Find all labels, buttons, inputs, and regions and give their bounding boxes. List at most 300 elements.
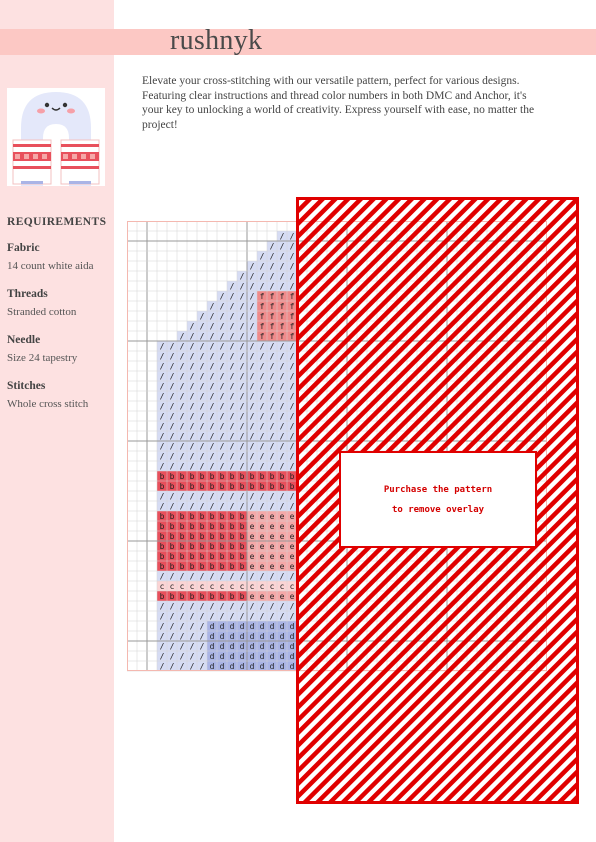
stitch-symbol: / bbox=[249, 342, 255, 351]
stitch-symbol: b bbox=[169, 542, 175, 551]
stitch-symbol: / bbox=[259, 272, 265, 281]
stitch-symbol: / bbox=[179, 452, 185, 461]
stitch-symbol: / bbox=[279, 262, 285, 271]
stitch-symbol: f bbox=[269, 332, 275, 341]
threads-label: Threads bbox=[7, 288, 48, 300]
stitch-symbol: / bbox=[179, 362, 185, 371]
stitch-symbol: / bbox=[209, 312, 215, 321]
stitch-symbol: b bbox=[229, 522, 235, 531]
stitch-symbol: e bbox=[269, 522, 275, 531]
requirements-panel bbox=[7, 216, 111, 426]
stitch-symbol: / bbox=[229, 322, 235, 331]
stitch-symbol: / bbox=[159, 502, 165, 511]
stitch-symbol: / bbox=[179, 622, 185, 631]
stitch-symbol: e bbox=[289, 512, 295, 521]
stitch-symbol: / bbox=[189, 612, 195, 621]
stitch-symbol: / bbox=[249, 382, 255, 391]
stitch-symbol: / bbox=[269, 282, 275, 291]
stitch-symbol: / bbox=[209, 422, 215, 431]
stitch-symbol: / bbox=[179, 642, 185, 651]
stitch-symbol: / bbox=[239, 292, 245, 301]
stitch-symbol: / bbox=[259, 252, 265, 261]
pattern-description: Elevate your cross-stitching with our versatile pattern, perfect for various designs. Featuring clear instructions and thread color numbers in both DMC and Anchor, it's your key to unlocking a world of creativity. Express yourself with ease, no matter the project! bbox=[142, 75, 535, 131]
stitch-symbol: / bbox=[269, 492, 275, 501]
stitch-symbol: / bbox=[209, 322, 215, 331]
stitch-symbol: b bbox=[219, 532, 225, 541]
stitch-symbol: b bbox=[179, 482, 185, 491]
stitch-symbol: b bbox=[189, 592, 195, 601]
stitch-symbol: b bbox=[229, 482, 235, 491]
stitch-symbol: / bbox=[179, 662, 185, 671]
stitch-symbol: / bbox=[199, 412, 205, 421]
stitch-symbol: / bbox=[259, 612, 265, 621]
stitch-symbol: d bbox=[229, 642, 235, 651]
stitch-symbol: e bbox=[259, 552, 265, 561]
stitch-symbol: / bbox=[229, 292, 235, 301]
stitch-symbol: / bbox=[279, 502, 285, 511]
stitch-symbol: d bbox=[209, 642, 215, 651]
stitch-symbol: / bbox=[189, 372, 195, 381]
stitch-symbol: / bbox=[159, 402, 165, 411]
stitch-symbol: / bbox=[229, 402, 235, 411]
stitch-symbol: / bbox=[229, 352, 235, 361]
stitch-symbol: / bbox=[239, 612, 245, 621]
stitch-symbol: / bbox=[269, 382, 275, 391]
stitch-symbol: / bbox=[189, 652, 195, 661]
stitch-symbol: b bbox=[199, 562, 205, 571]
stitch-symbol: / bbox=[199, 662, 205, 671]
stitch-symbol: / bbox=[219, 322, 225, 331]
stitch-symbol: / bbox=[229, 362, 235, 371]
stitch-symbol: b bbox=[219, 482, 225, 491]
stitch-symbol: b bbox=[269, 482, 275, 491]
stitch-symbol: b bbox=[229, 562, 235, 571]
stitch-symbol: / bbox=[209, 392, 215, 401]
stitch-symbol: / bbox=[259, 602, 265, 611]
stitch-symbol: / bbox=[269, 442, 275, 451]
stitch-symbol: / bbox=[289, 242, 295, 251]
stitch-symbol: b bbox=[229, 592, 235, 601]
stitch-symbol: / bbox=[289, 392, 295, 401]
stitch-symbol: d bbox=[269, 662, 275, 671]
stitch-symbol: / bbox=[199, 392, 205, 401]
stitch-symbol: / bbox=[219, 372, 225, 381]
stitch-symbol: / bbox=[269, 272, 275, 281]
stitch-symbol: / bbox=[169, 412, 175, 421]
stitch-symbol: / bbox=[289, 492, 295, 501]
stitch-symbol: / bbox=[189, 342, 195, 351]
stitch-symbol: d bbox=[209, 632, 215, 641]
stitch-symbol: / bbox=[279, 492, 285, 501]
stitch-symbol: d bbox=[239, 652, 245, 661]
stitch-symbol: / bbox=[189, 452, 195, 461]
stitch-symbol: b bbox=[289, 472, 295, 481]
stitch-symbol: b bbox=[199, 542, 205, 551]
stitches-value: Whole cross stitch bbox=[7, 398, 89, 410]
stitch-symbol: / bbox=[239, 352, 245, 361]
stitch-symbol: / bbox=[199, 442, 205, 451]
stitch-symbol: / bbox=[229, 502, 235, 511]
stitch-symbol: / bbox=[279, 452, 285, 461]
stitch-symbol: b bbox=[199, 472, 205, 481]
stitch-symbol: / bbox=[209, 442, 215, 451]
stitch-symbol: / bbox=[179, 632, 185, 641]
stitch-symbol: / bbox=[239, 432, 245, 441]
stitch-symbol: / bbox=[269, 352, 275, 361]
stitch-symbol: / bbox=[159, 602, 165, 611]
stitch-symbol: b bbox=[219, 552, 225, 561]
stitch-symbol: / bbox=[159, 412, 165, 421]
stitch-symbol: b bbox=[169, 532, 175, 541]
stitch-symbol: / bbox=[249, 492, 255, 501]
stitch-symbol: b bbox=[239, 522, 245, 531]
stitch-symbol: / bbox=[289, 262, 295, 271]
stitch-symbol: / bbox=[179, 572, 185, 581]
stitch-symbol: b bbox=[219, 522, 225, 531]
stitch-symbol: b bbox=[229, 532, 235, 541]
stitch-symbol: d bbox=[219, 662, 225, 671]
stitch-symbol: / bbox=[249, 452, 255, 461]
stitch-symbol: / bbox=[289, 272, 295, 281]
stitch-symbol: / bbox=[199, 622, 205, 631]
stitch-symbol: / bbox=[209, 332, 215, 341]
stitch-symbol: / bbox=[159, 422, 165, 431]
stitch-symbol: / bbox=[189, 442, 195, 451]
stitch-symbol: f bbox=[279, 322, 285, 331]
stitch-symbol: d bbox=[239, 632, 245, 641]
stitch-symbol: f bbox=[279, 332, 285, 341]
stitch-symbol: / bbox=[159, 612, 165, 621]
stitch-symbol: d bbox=[259, 642, 265, 651]
stitch-symbol: f bbox=[269, 302, 275, 311]
stitch-symbol: / bbox=[199, 382, 205, 391]
stitch-symbol: b bbox=[199, 532, 205, 541]
stitch-symbol: / bbox=[169, 442, 175, 451]
stitch-symbol: b bbox=[269, 472, 275, 481]
stitch-symbol: e bbox=[289, 542, 295, 551]
threads-value: Stranded cotton bbox=[7, 306, 77, 318]
stitch-symbol: / bbox=[179, 492, 185, 501]
stitch-symbol: e bbox=[269, 532, 275, 541]
stitch-symbol: b bbox=[159, 552, 165, 561]
stitch-symbol: / bbox=[249, 262, 255, 271]
stitch-symbol: / bbox=[249, 282, 255, 291]
stitch-symbol: / bbox=[159, 632, 165, 641]
stitch-symbol: / bbox=[169, 652, 175, 661]
stitch-symbol: e bbox=[249, 542, 255, 551]
stitch-symbol: / bbox=[249, 412, 255, 421]
stitch-symbol: / bbox=[229, 282, 235, 291]
stitch-symbol: d bbox=[279, 642, 285, 651]
stitch-symbol: b bbox=[209, 482, 215, 491]
stitch-symbol: e bbox=[259, 522, 265, 531]
stitch-symbol: / bbox=[239, 492, 245, 501]
stitch-symbol: e bbox=[249, 592, 255, 601]
stitch-symbol: c bbox=[169, 582, 175, 591]
stitch-symbol: / bbox=[289, 432, 295, 441]
stitch-symbol: / bbox=[179, 612, 185, 621]
stitch-symbol: / bbox=[199, 452, 205, 461]
stitch-symbol: / bbox=[279, 412, 285, 421]
stitch-symbol: c bbox=[219, 582, 225, 591]
stitch-symbol: b bbox=[179, 512, 185, 521]
stitch-symbol: / bbox=[259, 342, 265, 351]
stitch-symbol: e bbox=[269, 512, 275, 521]
stitch-symbol: b bbox=[159, 512, 165, 521]
stitch-symbol: / bbox=[279, 572, 285, 581]
stitch-symbol: / bbox=[249, 332, 255, 341]
stitch-symbol: b bbox=[279, 472, 285, 481]
stitch-symbol: / bbox=[189, 412, 195, 421]
stitch-symbol: / bbox=[179, 432, 185, 441]
stitch-symbol: / bbox=[289, 342, 295, 351]
stitch-symbol: / bbox=[239, 422, 245, 431]
stitch-symbol: f bbox=[269, 292, 275, 301]
stitch-symbol: c bbox=[199, 582, 205, 591]
stitch-symbol: / bbox=[169, 452, 175, 461]
stitch-symbol: / bbox=[269, 432, 275, 441]
stitch-symbol: e bbox=[279, 532, 285, 541]
stitch-symbol: b bbox=[199, 482, 205, 491]
stitch-symbol: b bbox=[179, 562, 185, 571]
stitch-symbol: / bbox=[199, 462, 205, 471]
stitch-symbol: / bbox=[229, 312, 235, 321]
stitch-symbol: / bbox=[229, 442, 235, 451]
stitch-symbol: / bbox=[239, 322, 245, 331]
stitch-symbol: / bbox=[269, 242, 275, 251]
stitch-symbol: / bbox=[239, 502, 245, 511]
stitch-symbol: b bbox=[189, 562, 195, 571]
stitch-symbol: d bbox=[269, 652, 275, 661]
stitch-symbol: f bbox=[289, 322, 295, 331]
stitch-symbol: / bbox=[279, 282, 285, 291]
stitch-symbol: / bbox=[279, 602, 285, 611]
stitch-symbol: e bbox=[269, 542, 275, 551]
fabric-value: 14 count white aida bbox=[7, 260, 94, 272]
stitch-symbol: / bbox=[229, 392, 235, 401]
stitch-symbol: / bbox=[259, 282, 265, 291]
stitch-symbol: b bbox=[169, 552, 175, 561]
stitch-symbol: / bbox=[279, 252, 285, 261]
stitch-symbol: d bbox=[239, 622, 245, 631]
stitch-symbol: b bbox=[209, 532, 215, 541]
stitch-symbol: b bbox=[219, 472, 225, 481]
stitch-symbol: d bbox=[249, 622, 255, 631]
stitch-symbol: b bbox=[189, 552, 195, 561]
stitch-symbol: / bbox=[209, 572, 215, 581]
stitch-symbol: d bbox=[249, 642, 255, 651]
pattern-thumbnail bbox=[7, 88, 105, 186]
stitch-symbol: d bbox=[229, 632, 235, 641]
stitch-symbol: / bbox=[159, 642, 165, 651]
stitch-symbol: b bbox=[219, 562, 225, 571]
stitch-symbol: / bbox=[189, 362, 195, 371]
stitch-symbol: / bbox=[249, 602, 255, 611]
stitch-symbol: / bbox=[219, 292, 225, 301]
stitch-symbol: / bbox=[289, 612, 295, 621]
stitch-symbol: d bbox=[279, 622, 285, 631]
stitch-symbol: / bbox=[209, 602, 215, 611]
stitch-symbol: / bbox=[259, 442, 265, 451]
stitch-symbol: d bbox=[229, 652, 235, 661]
stitch-symbol: / bbox=[259, 392, 265, 401]
stitch-symbol: / bbox=[189, 642, 195, 651]
fabric-label: Fabric bbox=[7, 242, 40, 254]
stitch-symbol: b bbox=[189, 482, 195, 491]
stitch-symbol: e bbox=[279, 512, 285, 521]
stitch-symbol: / bbox=[239, 282, 245, 291]
stitch-symbol: e bbox=[279, 552, 285, 561]
stitch-symbol: d bbox=[279, 652, 285, 661]
stitch-symbol: / bbox=[199, 632, 205, 641]
stitch-symbol: / bbox=[199, 492, 205, 501]
stitch-symbol: / bbox=[189, 622, 195, 631]
stitch-symbol: d bbox=[229, 662, 235, 671]
stitch-symbol: b bbox=[199, 592, 205, 601]
stitch-symbol: b bbox=[239, 542, 245, 551]
stitch-symbol: b bbox=[219, 542, 225, 551]
stitch-symbol: / bbox=[249, 502, 255, 511]
stitch-symbol: / bbox=[179, 442, 185, 451]
stitch-symbol: / bbox=[259, 572, 265, 581]
stitch-symbol: / bbox=[289, 282, 295, 291]
stitch-symbol: / bbox=[199, 642, 205, 651]
stitch-symbol: / bbox=[279, 442, 285, 451]
stitch-symbol: e bbox=[289, 592, 295, 601]
stitch-symbol: b bbox=[169, 472, 175, 481]
stitch-symbol: / bbox=[259, 422, 265, 431]
stitch-symbol: / bbox=[269, 462, 275, 471]
stitch-symbol: / bbox=[159, 652, 165, 661]
stitch-symbol: b bbox=[239, 482, 245, 491]
stitch-symbol: / bbox=[239, 392, 245, 401]
stitch-symbol: b bbox=[159, 562, 165, 571]
stitch-symbol: c bbox=[159, 582, 165, 591]
stitch-symbol: / bbox=[249, 422, 255, 431]
stitch-symbol: / bbox=[219, 392, 225, 401]
stitch-symbol: / bbox=[209, 492, 215, 501]
stitch-symbol: / bbox=[279, 402, 285, 411]
stitch-symbol: d bbox=[209, 662, 215, 671]
stitch-symbol: / bbox=[249, 302, 255, 311]
stitch-symbol: c bbox=[239, 582, 245, 591]
stitch-symbol: e bbox=[259, 562, 265, 571]
stitch-symbol: / bbox=[179, 392, 185, 401]
stitch-symbol: b bbox=[159, 592, 165, 601]
stitch-symbol: / bbox=[259, 412, 265, 421]
stitch-symbol: b bbox=[279, 482, 285, 491]
stitch-symbol: b bbox=[179, 472, 185, 481]
stitch-symbol: e bbox=[249, 532, 255, 541]
stitch-symbol: / bbox=[279, 382, 285, 391]
stitch-symbol: / bbox=[239, 602, 245, 611]
stitch-symbol: / bbox=[249, 392, 255, 401]
stitch-symbol: / bbox=[279, 242, 285, 251]
stitch-symbol: c bbox=[189, 582, 195, 591]
stitch-symbol: / bbox=[269, 262, 275, 271]
stitch-symbol: e bbox=[279, 562, 285, 571]
stitch-symbol: f bbox=[259, 292, 265, 301]
stitch-symbol: / bbox=[289, 412, 295, 421]
stitch-symbol: b bbox=[159, 532, 165, 541]
stitch-symbol: / bbox=[179, 652, 185, 661]
stitch-symbol: / bbox=[219, 462, 225, 471]
stitch-symbol: / bbox=[169, 392, 175, 401]
stitch-symbol: / bbox=[189, 352, 195, 361]
stitch-symbol: c bbox=[289, 582, 295, 591]
stitch-symbol: / bbox=[199, 362, 205, 371]
stitch-symbol: / bbox=[269, 422, 275, 431]
stitch-symbol: / bbox=[169, 362, 175, 371]
stitch-symbol: / bbox=[279, 272, 285, 281]
stitch-symbol: / bbox=[219, 452, 225, 461]
stitch-symbol: / bbox=[289, 442, 295, 451]
stitch-symbol: / bbox=[199, 572, 205, 581]
stitch-symbol: b bbox=[179, 532, 185, 541]
stitch-symbol: d bbox=[259, 662, 265, 671]
stitch-symbol: b bbox=[179, 522, 185, 531]
stitch-symbol: e bbox=[269, 552, 275, 561]
stitch-symbol: c bbox=[259, 582, 265, 591]
stitch-symbol: / bbox=[219, 362, 225, 371]
stitch-symbol: b bbox=[259, 472, 265, 481]
stitch-symbol: / bbox=[259, 352, 265, 361]
stitch-symbol: / bbox=[199, 432, 205, 441]
stitch-symbol: / bbox=[159, 492, 165, 501]
stitch-symbol: / bbox=[229, 422, 235, 431]
stitch-symbol: / bbox=[169, 602, 175, 611]
stitch-symbol: / bbox=[219, 602, 225, 611]
stitch-symbol: b bbox=[179, 542, 185, 551]
stitch-symbol: e bbox=[289, 522, 295, 531]
stitch-symbol: / bbox=[249, 432, 255, 441]
stitch-symbol: b bbox=[169, 592, 175, 601]
stitch-symbol: b bbox=[169, 522, 175, 531]
stitch-symbol: / bbox=[199, 372, 205, 381]
stitch-symbol: b bbox=[229, 552, 235, 561]
stitch-symbol: b bbox=[209, 552, 215, 561]
stitch-symbol: e bbox=[249, 562, 255, 571]
stitch-symbol: / bbox=[279, 372, 285, 381]
stitch-symbol: / bbox=[189, 332, 195, 341]
stitch-symbol: / bbox=[229, 382, 235, 391]
stitch-symbol: e bbox=[279, 522, 285, 531]
stitch-symbol: / bbox=[249, 322, 255, 331]
stitch-symbol: / bbox=[189, 572, 195, 581]
stitch-symbol: / bbox=[179, 502, 185, 511]
stitch-symbol: / bbox=[229, 492, 235, 501]
stitch-symbol: d bbox=[279, 632, 285, 641]
purchase-notice bbox=[339, 451, 537, 548]
stitch-symbol: e bbox=[249, 522, 255, 531]
stitch-symbol: e bbox=[249, 552, 255, 561]
stitch-symbol: / bbox=[229, 602, 235, 611]
stitch-symbol: / bbox=[199, 422, 205, 431]
stitch-symbol: / bbox=[189, 392, 195, 401]
stitch-symbol: b bbox=[189, 532, 195, 541]
stitch-symbol: / bbox=[289, 572, 295, 581]
stitch-symbol: / bbox=[259, 362, 265, 371]
stitch-symbol: b bbox=[259, 482, 265, 491]
stitch-symbol: / bbox=[159, 462, 165, 471]
stitch-symbol: / bbox=[169, 662, 175, 671]
stitch-symbol: / bbox=[279, 462, 285, 471]
stitch-symbol: f bbox=[279, 312, 285, 321]
stitch-symbol: d bbox=[249, 632, 255, 641]
purchase-notice-line1: Purchase the pattern bbox=[383, 484, 493, 495]
stitch-symbol: b bbox=[209, 562, 215, 571]
stitch-symbol: f bbox=[259, 332, 265, 341]
